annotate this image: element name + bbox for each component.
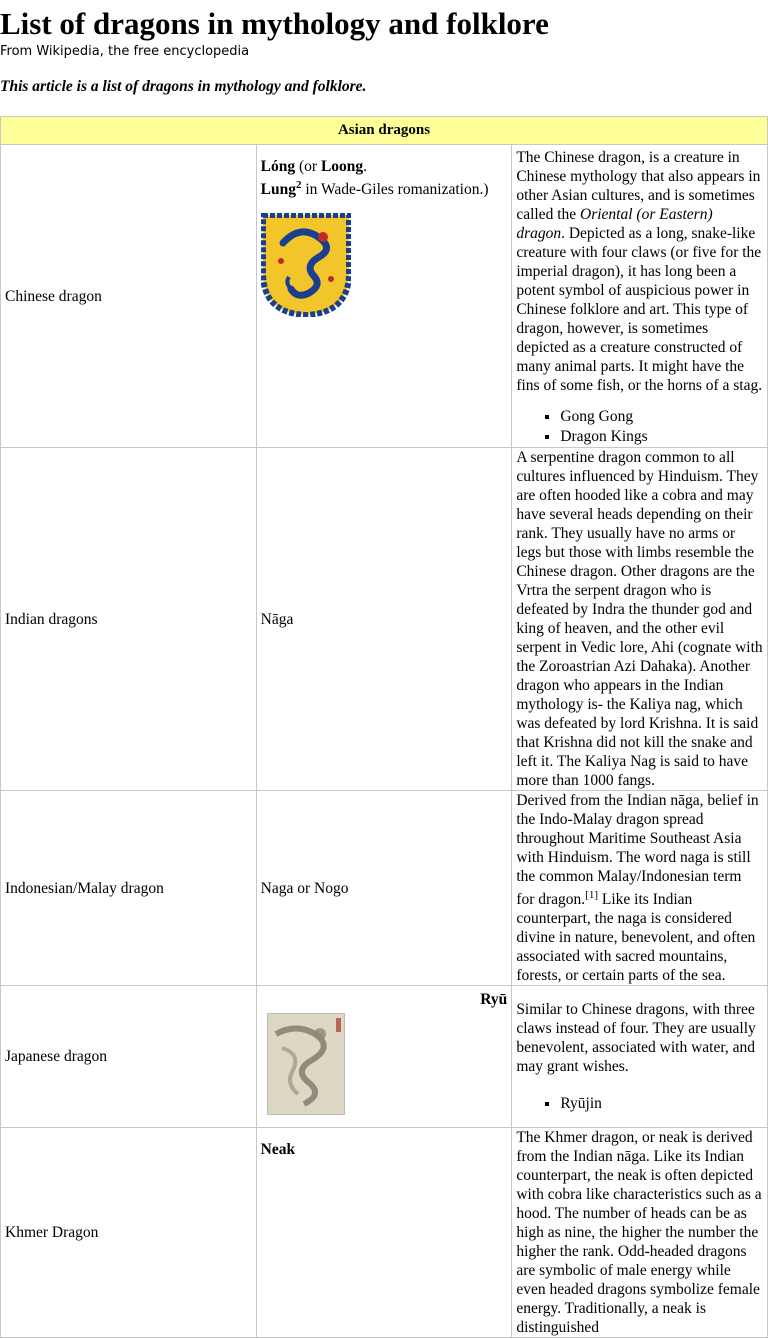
dragon-description	[512, 145, 768, 448]
description-text: . Depicted as a long, snake-like creature with four claws (or five for the imperial dragon), it has long been a potent symbol of auspicious power in Chinese folklore and art. This type of dragon, however, is sometimes depicted as a creature constructed of many animal parts. It might have the fins of some fish, or the horns of a stag.	[516, 225, 763, 394]
local-name-alt: Loong	[320, 158, 364, 175]
dragon-name: Japanese dragon	[1, 986, 257, 1128]
local-name-text: .	[363, 158, 368, 175]
dragon-description: The Khmer dragon, or neak is derived from the Indian nāga. Like its Indian counterpart, the neak is often depicted with cobra like characteristics such as a hood. The number of heads can be as high as nine, the higher the number the higher the rank. Odd-headed dragons are symbolic of male energy while even headed dragons symbolize female energy. Traditionally, a neak is distinguished	[512, 1128, 768, 1338]
page-title: List of dragons in mythology and folklore	[0, 6, 549, 41]
local-name-wadegiles: Lung	[260, 181, 296, 199]
section-header: Asian dragons	[1, 117, 768, 145]
table-row	[1, 145, 768, 448]
section-header-row	[1, 117, 768, 145]
intro-text: This article is a list of dragons in mythology and folklore.	[0, 78, 367, 95]
related-list	[516, 1094, 763, 1114]
dragon-description	[512, 791, 768, 986]
chinese-dragon-flag	[261, 213, 351, 317]
page-subtitle: From Wikipedia, the free encyclopedia	[0, 44, 250, 59]
tone-number: 2	[296, 179, 302, 191]
table-row	[1, 1128, 768, 1338]
local-name-text: in Wade-Giles romanization.)	[301, 181, 489, 199]
table-row	[1, 448, 768, 791]
local-name: Nāga	[256, 448, 512, 791]
dragon-name: Indian dragons	[1, 448, 257, 791]
table-row	[1, 986, 768, 1128]
dragon-name: Indonesian/Malay dragon	[1, 791, 257, 986]
list-item-gong-gong[interactable]: ▪ Gong Gong	[560, 407, 763, 427]
local-name: Ryū	[480, 991, 508, 1009]
local-name: Naga or Nogo	[256, 791, 512, 986]
description-text: Like its Indian counterpart, the naga is considered divine in nature, benevolent, and often associated with sacred mountains, forests, or certain parts of the sea.	[516, 891, 756, 985]
dragons-table	[0, 116, 768, 1338]
japanese-dragon-painting	[267, 1013, 345, 1115]
table-row	[1, 791, 768, 986]
citation-link[interactable]: [1]	[585, 889, 599, 901]
local-name: Neak	[256, 1128, 512, 1338]
dragon-name: Chinese dragon	[1, 145, 257, 448]
dragon-name: Khmer Dragon	[1, 1128, 257, 1338]
description-emphasis: Oriental (or Eastern) dragon	[516, 206, 713, 242]
local-name-cell	[256, 145, 512, 448]
list-item-ryujin[interactable]: ▪ Ryūjin	[560, 1094, 763, 1114]
dragon-description: A serpentine dragon common to all cultures influenced by Hinduism. They are often hooded like a cobra and may have several heads depending on their rank. They usually have no arms or legs but those with limbs resemble the Chinese dragon. Other dragons are the Vrtra the serpent dragon who is defeated by Indra the thunder god and king of heaven, and the other evil serpent in Vedic lore, Ahi (cognate with the Zoroastrian Azi Dahaka). Another dragon who appears in the Indian mythology is- the Kaliya nag, which was defeated by lord Krishna. It is said that Krishna did not kill the snake and left it. The Kaliya Nag is said to have more than 1000 fangs.	[512, 448, 768, 791]
local-name: Lóng	[260, 158, 296, 175]
dragon-description	[512, 986, 768, 1128]
list-item-dragon-kings[interactable]: ▪ Dragon Kings	[560, 427, 763, 447]
local-name-text: (or	[295, 158, 321, 175]
description-text: The Chinese dragon, is a creature in Chinese mythology that also appears in other Asian cultures, and is sometimes called the	[516, 149, 761, 223]
related-list	[516, 407, 763, 447]
description-text: Similar to Chinese dragons, with three claws instead of four. They are usually benevolent, associated with water, and may grant wishes.	[516, 1000, 756, 1075]
local-name-cell	[256, 986, 512, 1128]
description-text: Derived from the Indian nāga, belief in the Indo-Malay dragon spread throughout Maritime Southeast Asia with Hinduism. The word naga is still the common Malay/Indonesian term for dragon.	[516, 792, 759, 909]
